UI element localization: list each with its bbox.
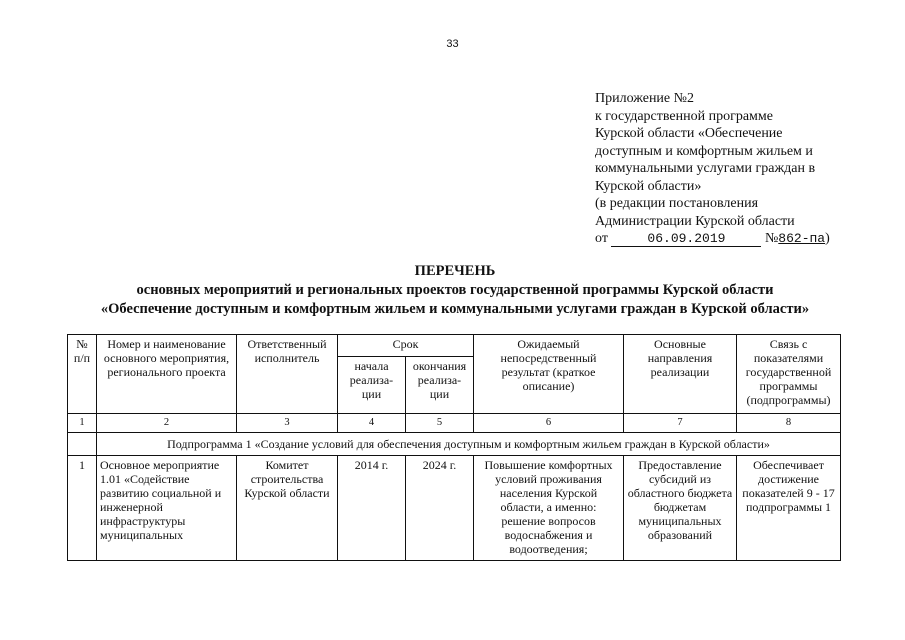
appendix-line: (в редакции постановления <box>595 196 759 211</box>
header-name: Номер и наименование основного мероприятия, регионального проекта <box>97 335 237 414</box>
closing-paren: ) <box>825 231 830 246</box>
header-term: Срок <box>338 335 474 357</box>
header-result: Ожидаемый непосредственный результат (краткое описание) <box>474 335 624 414</box>
header-link: Связь с показателями государственной программы (подпрограммы) <box>737 335 841 414</box>
appendix-line: коммунальными услугами граждан в <box>595 161 816 176</box>
table-row <box>68 456 841 561</box>
column-number: 8 <box>737 414 841 433</box>
column-number-row <box>68 414 841 433</box>
column-number: 7 <box>624 414 737 433</box>
column-number: 4 <box>338 414 406 433</box>
measures-table <box>67 334 841 561</box>
title-subtitle-1: основных мероприятий и региональных проектов государственной программы Курской области <box>136 282 774 298</box>
appendix-line: Курской области» <box>595 178 702 194</box>
appendix-line: Администрации Курской области <box>595 213 795 229</box>
column-number: 1 <box>68 414 97 433</box>
column-number: 2 <box>97 414 237 433</box>
table-header-row <box>68 335 841 357</box>
row-name: Основное мероприятие 1.01 «Содействие развитию социальной и инженерной инфраструктуры муниципальных <box>97 456 237 561</box>
appendix-line: к государственной программе <box>595 108 773 124</box>
row-num: 1 <box>68 456 97 561</box>
appendix-line: Приложение №2 <box>595 91 694 106</box>
subprogram-title: Подпрограмма 1 «Создание условий для обеспечения доступным и комфортным жильем граждан в Курской области» <box>97 433 841 456</box>
header-directions: Основные направления реализации <box>624 335 737 414</box>
resolution-date: 06.09.2019 <box>611 231 761 247</box>
header-end: окончания реализа-ции <box>406 357 474 414</box>
header-num: № п/п <box>68 335 97 414</box>
column-number: 3 <box>237 414 338 433</box>
subprogram-spacer <box>68 433 97 456</box>
number-prefix: № <box>764 231 779 246</box>
row-executor: Комитет строительства Курской области <box>237 456 338 561</box>
header-executor: Ответственный исполнитель <box>237 335 338 414</box>
row-start: 2014 г. <box>338 456 406 561</box>
header-start: начала реализа-ции <box>338 357 406 414</box>
title-subtitle-2: «Обеспечение доступным и комфортным жильем и коммунальными услугами граждан в Курской области» <box>100 301 810 317</box>
column-number: 5 <box>406 414 474 433</box>
subprogram-row <box>68 433 841 456</box>
row-directions: Предоставление субсидий из областного бюджета бюджетам муниципальных образований <box>624 456 737 561</box>
appendix-block <box>595 90 855 248</box>
page-number: 33 <box>446 38 459 50</box>
row-end: 2024 г. <box>406 456 474 561</box>
row-result: Повышение комфортных условий проживания населения Курской области, а именно: решение вопросов водоснабжения и водоотведения; <box>474 456 624 561</box>
column-number: 6 <box>474 414 624 433</box>
row-link: Обеспечивает достижение показателей 9 - 17 подпрограммы 1 <box>737 456 841 561</box>
appendix-line: Курской области «Обеспечение <box>595 126 783 141</box>
appendix-line: доступным и комфортным жильем и <box>595 143 813 159</box>
resolution-number: 862-па <box>778 231 826 246</box>
appendix-date-line <box>595 230 855 248</box>
title-heading: ПЕРЕЧЕНЬ <box>414 263 496 279</box>
document-title <box>60 262 850 319</box>
date-prefix: от <box>595 231 608 246</box>
